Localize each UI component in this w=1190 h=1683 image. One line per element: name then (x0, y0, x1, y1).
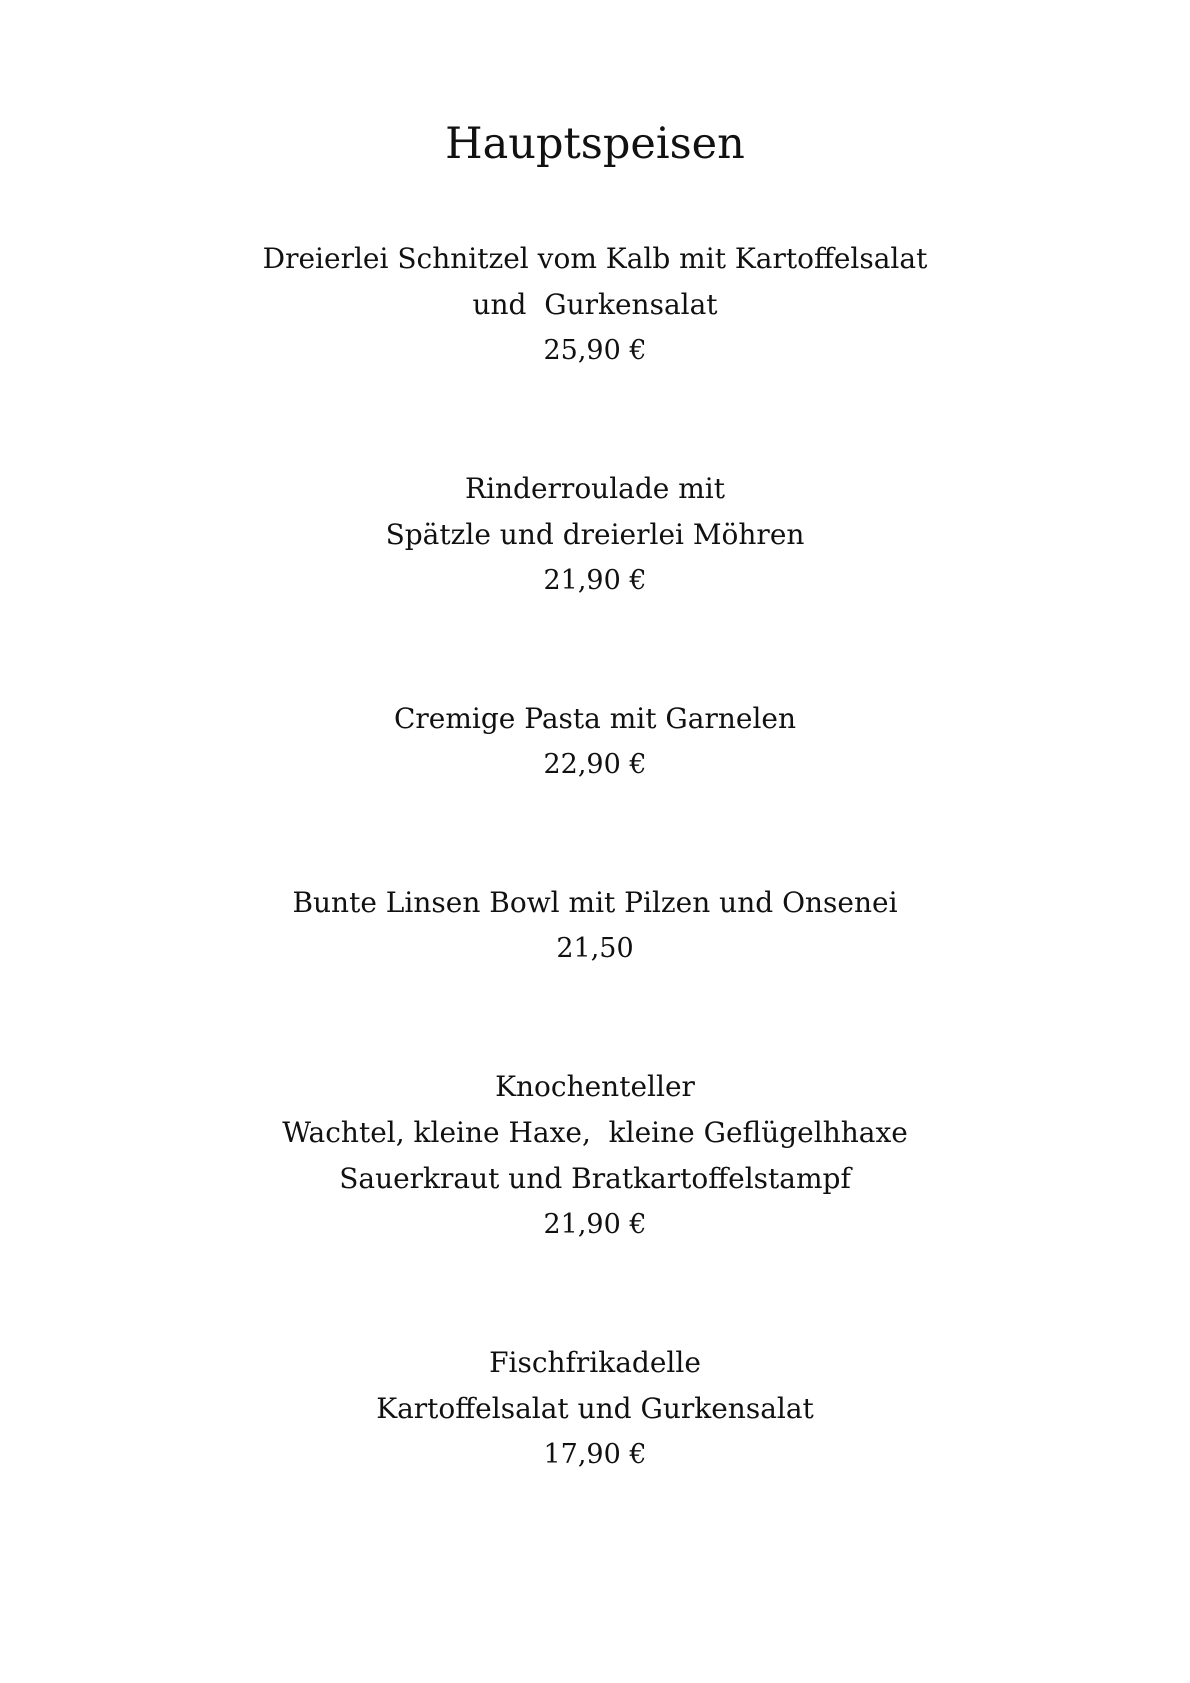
dish-description-line: Wachtel, kleine Haxe, kleine Geflügelhhaxe (282, 1116, 908, 1149)
dish-description-line: Fischfrikadelle (489, 1346, 701, 1379)
dish-price: 17,90 € (543, 1439, 647, 1470)
dish-description-line: Cremige Pasta mit Garnelen (393, 702, 797, 735)
dish-price: 25,90 € (543, 335, 647, 366)
menu-item (0, 696, 1190, 788)
page-title: Hauptspeisen (445, 119, 745, 169)
dish-description-line: Dreierlei Schnitzel vom Kalb mit Kartoffelsalat (262, 242, 928, 275)
dish-description-line: Knochenteller (495, 1070, 695, 1103)
dish-description-line: Spätzle und dreierlei Möhren (385, 518, 805, 551)
dish-price: 21,90 € (543, 1209, 647, 1240)
menu-item (0, 880, 1190, 972)
menu-item (0, 1064, 1190, 1248)
menu-item (0, 1340, 1190, 1478)
dish-price: 22,90 € (543, 749, 647, 780)
dish-price: 21,50 (556, 933, 634, 964)
dish-description-line: Kartoffelsalat und Gurkensalat (376, 1392, 814, 1425)
dish-price: 21,90 € (543, 565, 647, 596)
menu-item (0, 466, 1190, 604)
dish-description-line: Bunte Linsen Bowl mit Pilzen und Onsenei (292, 886, 898, 919)
menu-item (0, 236, 1190, 374)
dish-description-line: und Gurkensalat (472, 288, 718, 321)
dish-description-line: Sauerkraut und Bratkartoffelstampf (339, 1162, 851, 1195)
dish-description-line: Rinderroulade mit (464, 472, 726, 505)
